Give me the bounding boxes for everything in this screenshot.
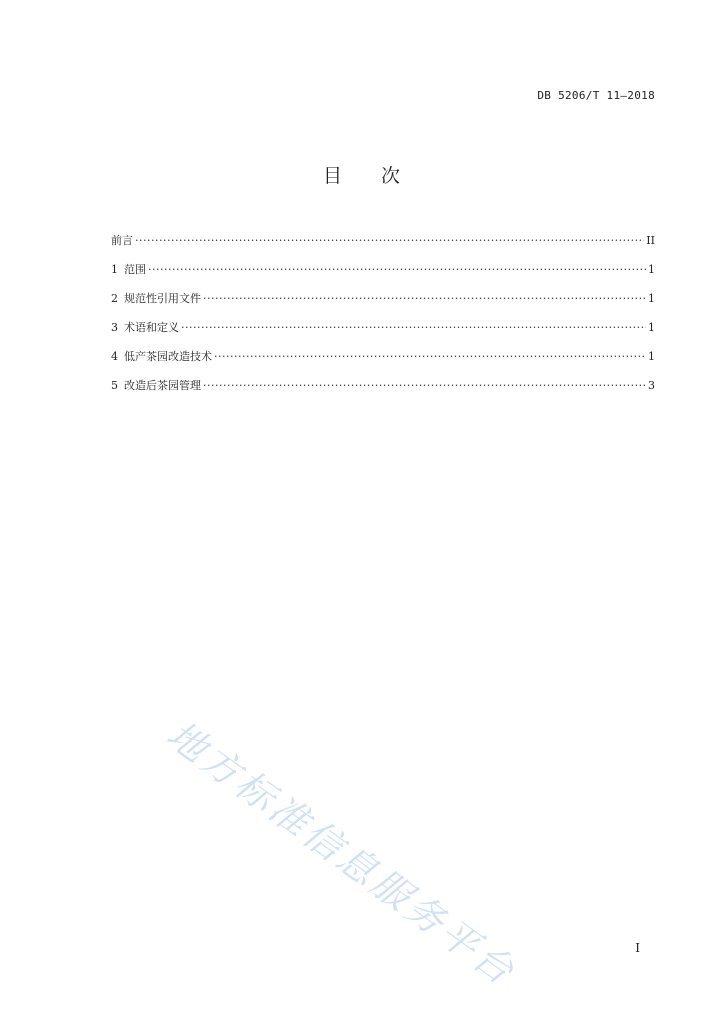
toc-entry-foreword[interactable] [111,232,655,261]
toc-entry-page: 1 [648,321,655,334]
toc-entry-page: II [646,234,655,247]
toc-entry-normative-references[interactable] [111,290,655,319]
toc-entry-page: 1 [648,350,655,363]
toc-entry-page: 1 [648,263,655,276]
toc-leader-dots [148,263,646,276]
toc-entry-label: 范围 [124,263,146,276]
page-number: I [635,941,640,955]
toc-entry-number: 1 [111,263,118,276]
toc-entry-label: 改造后茶园管理 [124,379,201,392]
toc-entry-page: 1 [648,292,655,305]
toc-entry-label: 低产茶园改造技术 [124,350,212,363]
toc-entry-label: 前言 [111,234,133,247]
toc-entry-number: 5 [111,379,118,392]
toc-list [111,232,655,406]
toc-entry-terms-definitions[interactable] [111,319,655,348]
toc-title-part1: 目 [322,165,343,187]
toc-leader-dots [181,321,646,334]
toc-entry-label: 规范性引用文件 [124,292,201,305]
toc-entry-number: 3 [111,321,118,334]
toc-entry-label: 术语和定义 [124,321,179,334]
toc-title [0,161,724,188]
toc-entry-number: 2 [111,292,118,305]
document-code: DB 5206/T 11—2018 [537,89,655,102]
watermark-text: 地方标准信息服务平台 [158,712,525,995]
toc-entry-improvement-technique[interactable] [111,348,655,377]
toc-leader-dots [203,379,646,392]
toc-entry-number: 4 [111,350,118,363]
toc-leader-dots [203,292,646,305]
toc-leader-dots [135,234,644,247]
toc-entry-scope[interactable] [111,261,655,290]
toc-entry-page: 3 [648,379,655,392]
toc-title-part2: 次 [381,165,402,187]
toc-entry-post-improvement-management[interactable] [111,377,655,406]
toc-leader-dots [214,350,646,363]
